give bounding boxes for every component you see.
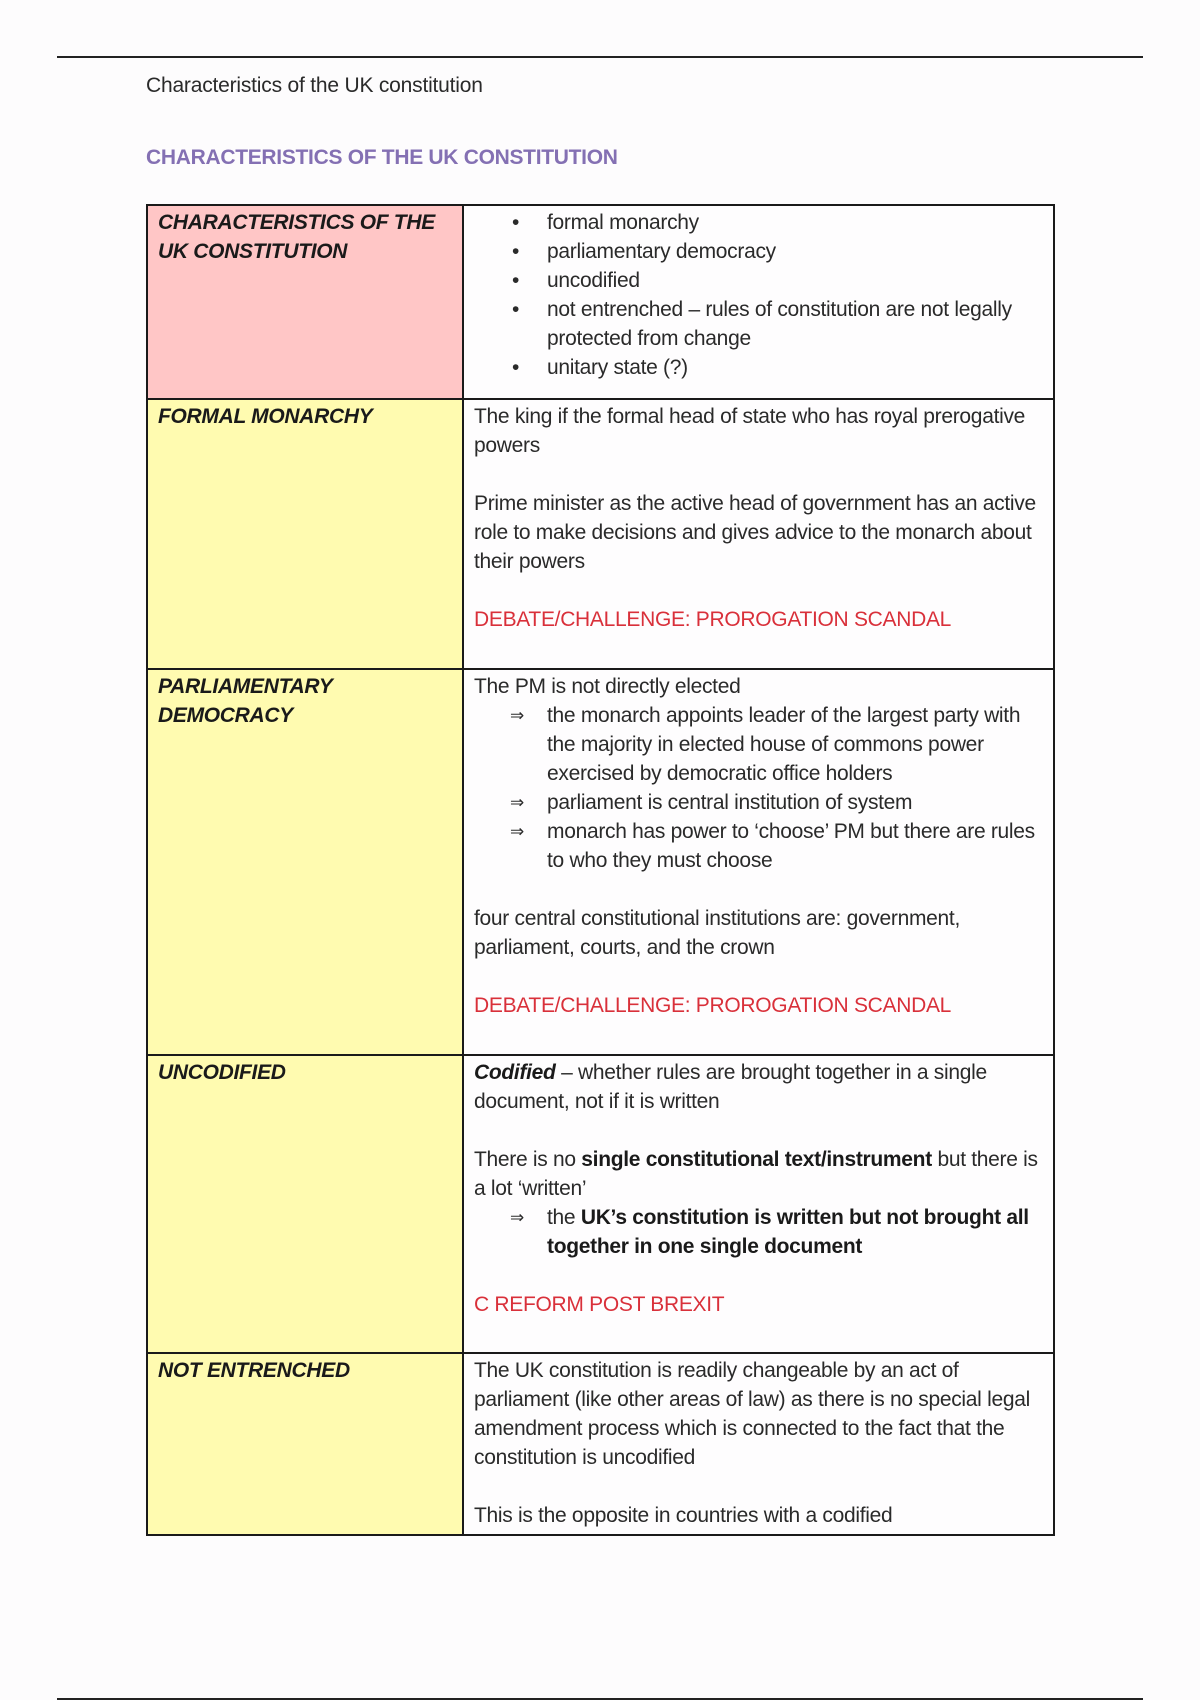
row-label: FORMAL MONARCHY (147, 399, 463, 669)
list-item-text: parliament is central institution of system (547, 791, 913, 814)
arrow-icon: ⇒ (510, 822, 524, 841)
list-item (474, 266, 1043, 295)
paragraph: Prime minister as the active head of government has an active role to make decisions and gives advice to the monarch about their powers (474, 492, 1036, 573)
list-item-text: not entrenched – rules of constitution are not legally protected from change (547, 298, 1012, 350)
list-item-text: the (547, 1206, 581, 1229)
paragraph: The king if the formal head of state who has royal prerogative powers (474, 405, 1026, 457)
arrow-icon: ⇒ (510, 793, 524, 812)
paragraph-text: but there is a lot ‘written’ (474, 1148, 1038, 1200)
arrow-list (474, 701, 1043, 875)
paragraph-text: – whether rules are brought together in a single document, not if it is written (474, 1061, 987, 1113)
characteristics-table (146, 204, 1055, 1536)
table-row (147, 669, 1054, 1055)
row-label: PARLIAMENTARY DEMOCRACY (147, 669, 463, 1055)
running-header: Characteristics of the UK constitution (146, 74, 483, 97)
list-item (474, 788, 1043, 817)
row-label: CHARACTERISTICS OF THE UK CONSTITUTION (147, 205, 463, 399)
paragraph-text: There is no (474, 1148, 582, 1171)
paragraph: four central constitutional institutions are: government, parliament, courts, and the crown (474, 907, 960, 959)
paragraph: The PM is not directly elected (474, 675, 741, 698)
list-item-text: formal monarchy (547, 211, 699, 234)
list-item-text: the monarch appoints leader of the largest party with the majority in elected house of commons power exercised by democratic office holders (547, 704, 1021, 785)
table-row (147, 205, 1054, 399)
term-emphasis: Codified (474, 1061, 556, 1084)
row-content (463, 669, 1054, 1055)
list-item (474, 208, 1043, 237)
list-item (474, 817, 1043, 875)
table-row (147, 399, 1054, 669)
table-row (147, 1055, 1054, 1353)
list-item (474, 353, 1043, 382)
row-content (463, 1055, 1054, 1353)
arrow-list (474, 1203, 1043, 1261)
bullet-icon: • (512, 298, 520, 321)
debate-note: DEBATE/CHALLENGE: PROROGATION SCANDAL (474, 608, 952, 631)
paragraph (474, 1145, 1043, 1203)
arrow-icon: ⇒ (510, 706, 524, 725)
paragraph (474, 1058, 1043, 1116)
table-row (147, 1353, 1054, 1535)
bullet-icon: • (512, 211, 520, 234)
bold-text: single constitutional text/instrument (581, 1148, 932, 1171)
row-content (463, 205, 1054, 399)
list-item (474, 701, 1043, 788)
list-item-text: monarch has power to ‘choose’ PM but there are rules to who they must choose (547, 820, 1035, 872)
list-item (474, 1203, 1043, 1261)
debate-note: DEBATE/CHALLENGE: PROROGATION SCANDAL (474, 994, 952, 1017)
list-item-text: parliamentary democracy (547, 240, 776, 263)
characteristics-list (474, 208, 1043, 382)
row-content (463, 399, 1054, 669)
list-item (474, 237, 1043, 266)
row-label: NOT ENTRENCHED (147, 1353, 463, 1535)
bullet-icon: • (512, 269, 520, 292)
bold-text: UK’s constitution is written but not brought all together in one single document (547, 1206, 1029, 1258)
paragraph: This is the opposite in countries with a codified (474, 1504, 893, 1527)
bullet-icon: • (512, 356, 520, 379)
list-item-text: unitary state (?) (547, 356, 688, 379)
list-item (474, 295, 1043, 353)
paragraph: The UK constitution is readily changeable by an act of parliament (like other areas of law) as there is no special legal amendment process which is connected to the fact that the constitution is uncodified (474, 1359, 1030, 1469)
debate-note: C REFORM POST BREXIT (474, 1293, 725, 1316)
document-title: CHARACTERISTICS OF THE UK CONSTITUTION (146, 146, 618, 169)
arrow-icon: ⇒ (510, 1208, 524, 1227)
row-label: UNCODIFIED (147, 1055, 463, 1353)
bullet-icon: • (512, 240, 520, 263)
row-content (463, 1353, 1054, 1535)
list-item-text: uncodified (547, 269, 640, 292)
header-rule (57, 56, 1143, 58)
